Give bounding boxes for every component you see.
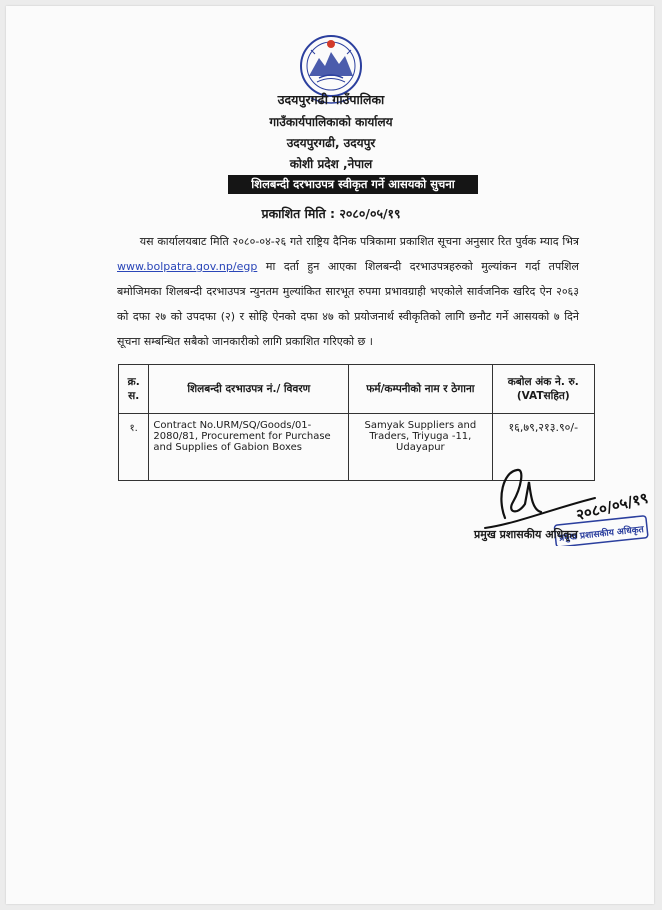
municipality-name: उदयपुरगढी गाउँपालिका	[277, 92, 385, 107]
province-name: कोशी प्रदेश ,नेपाल	[289, 157, 373, 171]
office-name: गाउँकार्यपालिकाको कार्यालय	[269, 115, 393, 129]
col-header-description: शिलबन्दी दरभाउपत्र नं./ विवरण	[149, 365, 349, 414]
row-sn: १.	[119, 414, 149, 481]
col-header-sn: क्र. स.	[119, 365, 149, 414]
col-header-amount: कबोल अंक ने. रु.(VATसहित)	[492, 365, 594, 414]
row-description: Contract No.URM/SQ/Goods/01-2080/81, Procurement for Purchase and Supplies of Gabion Boxes	[149, 414, 349, 481]
office-address: उदयपुरगढी, उदयपुर	[286, 136, 376, 150]
official-stamp-text: प्रमुख प्रशासकीय अधिकृत	[558, 524, 645, 544]
notice-body	[117, 229, 579, 354]
handwritten-date: २०८०/०५/१९	[574, 488, 650, 525]
body-text-part-2: मा दर्ता हुन आएका शिलबन्दी दरभाउपत्रहरुको मुल्यांकन गर्दा तपशिल बमोजिमका शिलबन्दी दरभाउपत्र न्युनतम मुल्यांकित सारभूत रुपमा प्रभावग्राही भएकोले सार्वजनिक खरिद ऐन २०६३ को दफा २७ को उपदफा (२) र सोहि ऐनको दफा ४७ को प्रयोजनार्थ स्वीकृतिको लागि छनौट गर्ने आसयको ७ दिने सूचना सम्बन्धित सबैको जानकारीको लागि प्रकाशित गरिएको छ ।	[117, 260, 579, 348]
table-header-row	[119, 365, 595, 414]
notice-title: शिलबन्दी दरभाउपत्र स्वीकृत गर्ने आसयको सुचना	[228, 175, 478, 194]
official-designation: प्रमुख प्रशासकीय अधिकृत	[474, 528, 578, 541]
col-header-firm: फर्म/कम्पनीको नाम र ठेगाना	[349, 365, 492, 414]
row-amount: १६,७९,२१३.९०/-	[492, 414, 594, 481]
row-firm: Samyak Suppliers and Traders, Triyuga -11, Udayapur	[349, 414, 492, 481]
bolpatra-link[interactable]: www.bolpatra.gov.np/egp	[117, 260, 258, 273]
publication-date: प्रकाशित मिति : २०८०/०५/१९	[261, 206, 401, 221]
body-text-part-1: यस कार्यालयबाट मिति २०८०-०४-२६ गते राष्ट्रिय दैनिक पत्रिकामा प्रकाशित सूचना अनुसार रित पुर्वक म्याद भित्र	[139, 235, 580, 248]
